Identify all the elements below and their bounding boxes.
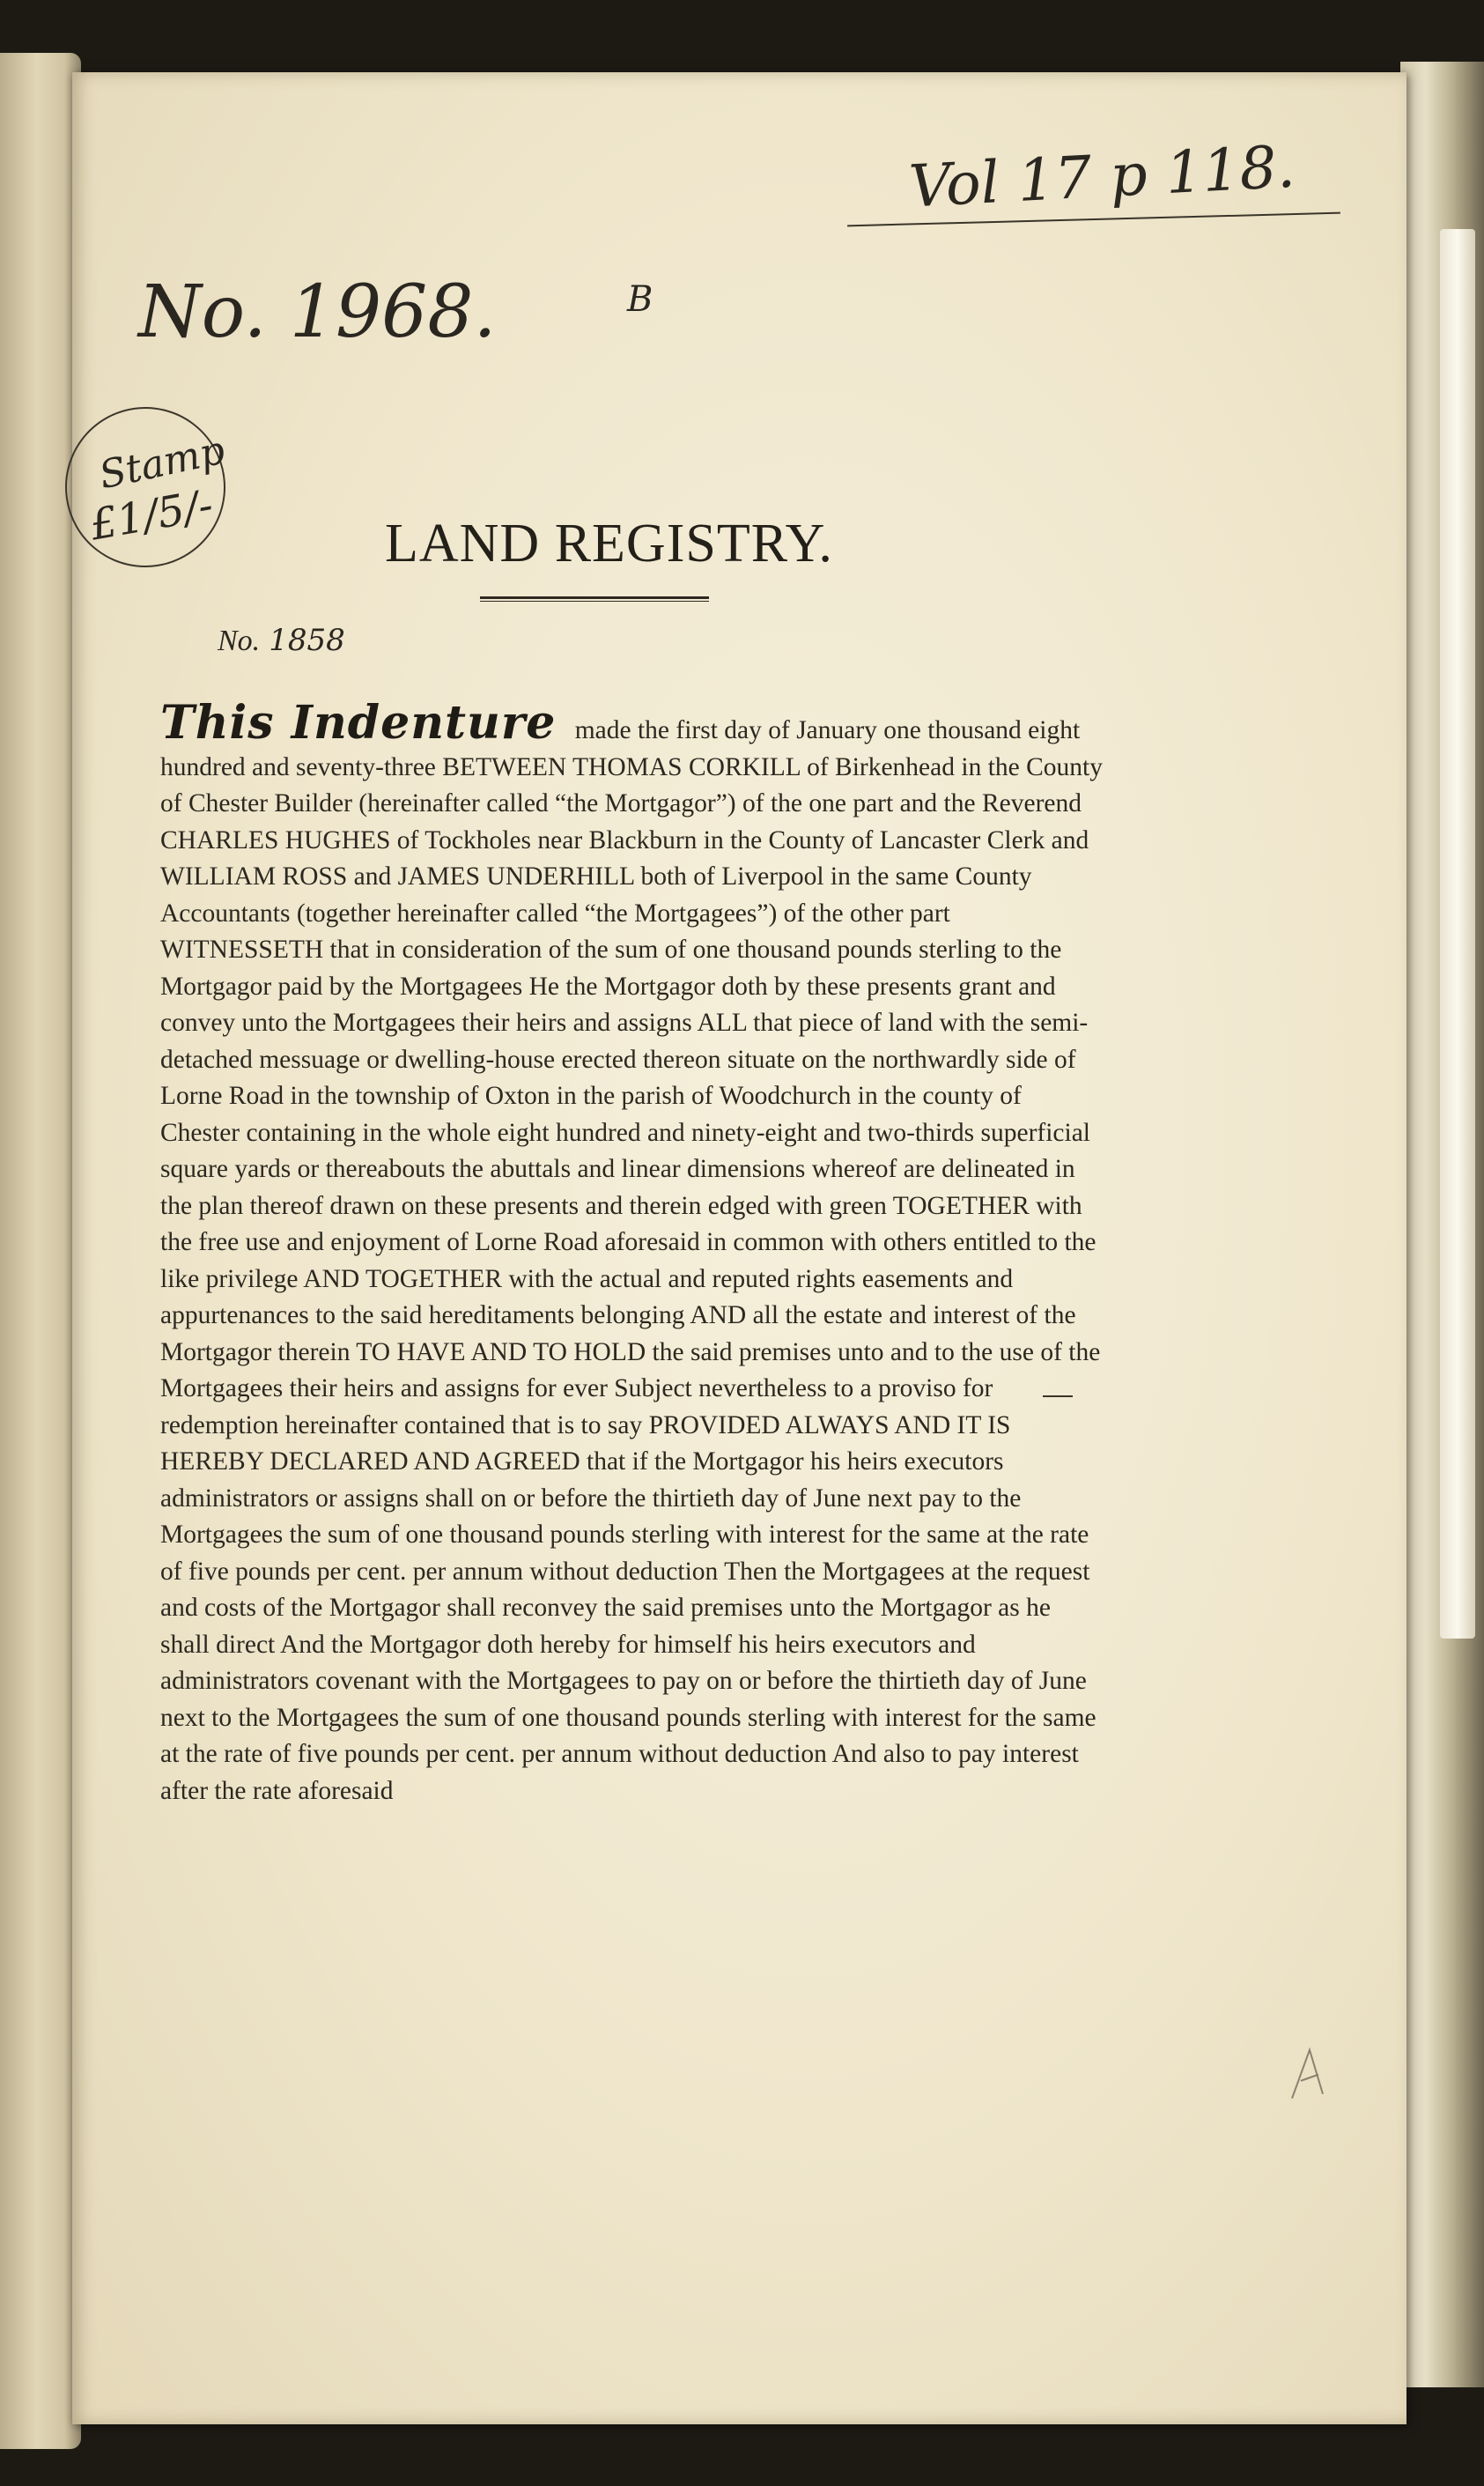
left-page-edge xyxy=(0,53,81,2449)
deed-text: made the first day of January one thousand eight hundred and seventy-three BETWEEN THOMAS CORKILL of Birkenhead in the County of Chester Builder (hereinafter called “the Mortgagor”) of the one part and the Reverend CHARLES HUGHES of Tockholes near Blackburn in the County of Lancaster Clerk and WILLIAM ROSS and JAMES UNDERHILL both of Liverpool in the same County Accountants (together hereinafter called “the Mortgagees”) of the other part WITNESSETH that in consideration of the sum of one thousand pounds sterling to the Mortgagor paid by the Mortgagees He the Mortgagor doth by these presents grant and convey unto the Mortgagees their heirs and assigns ALL that piece of land with the semi-detached messuage or dwelling-house erected thereon situate on the northwardly side of Lorne Road in the township of Oxton in the parish of Woodchurch in the county of Chester containing in the whole eight hundred and ninety-eight and two-thirds superficial square yards or thereabouts the abuttals and linear dimensions whereof are delineated in the plan thereof drawn on these presents and therein edged with green TOGETHER with the free use and enjoyment of Lorne Road aforesaid in common with others entitled to the like privilege AND TOGETHER with the actual and reputed rights easements and appurtenances to the said hereditaments belonging AND all the estate and interest of the Mortgagor therein TO HAVE AND TO HOLD the said premises unto and to the use of the Mortgagees their heirs and assigns for ever Subject nevertheless to a proviso for redemption hereinafter contained that is to say PROVIDED ALWAYS AND IT IS HEREBY DECLARED AND AGREED that if the Mortgagor his heirs executors administrators or assigns shall on or before the thirtieth day of June next pay to the Mortgagees the sum of one thousand pounds sterling with interest for the same at the rate of five pounds per cent. per annum without deduction Then the Mortgagees at the request and costs of the Mortgagor shall reconvey the said premises unto the Mortgagor as he shall direct And the Mortgagor doth hereby for himself his heirs executors and administrators covenant with the Mortgagees to pay on or before the thirtieth day of June next to the Mortgagees the sum of one thousand pounds sterling with interest for the same at the rate of five pounds per cent. per annum without deduction And also to pay interest after the rate aforesaid xyxy=(160,716,1103,1805)
deed-page xyxy=(72,72,1406,2424)
title-rule xyxy=(480,596,709,602)
deed-body xyxy=(160,696,1103,1809)
stamp-label: Stamp xyxy=(95,427,229,499)
margin-dash xyxy=(1043,1395,1073,1397)
document-number: No. 1968. xyxy=(138,270,497,354)
b-mark: B xyxy=(627,279,653,320)
inserted-leaf-edge xyxy=(1440,229,1475,1639)
page-title: LAND REGISTRY. xyxy=(385,514,833,573)
deed-opening: This Indenture xyxy=(160,696,557,750)
registration-number xyxy=(218,623,345,658)
pencil-corner-mark xyxy=(1288,2041,1327,2103)
stamp-value: £1/5/- xyxy=(86,480,217,551)
registration-label: No. xyxy=(218,625,261,657)
volume-reference: Vol 17 p 118. xyxy=(907,132,1297,221)
registration-value: 1858 xyxy=(269,623,345,658)
